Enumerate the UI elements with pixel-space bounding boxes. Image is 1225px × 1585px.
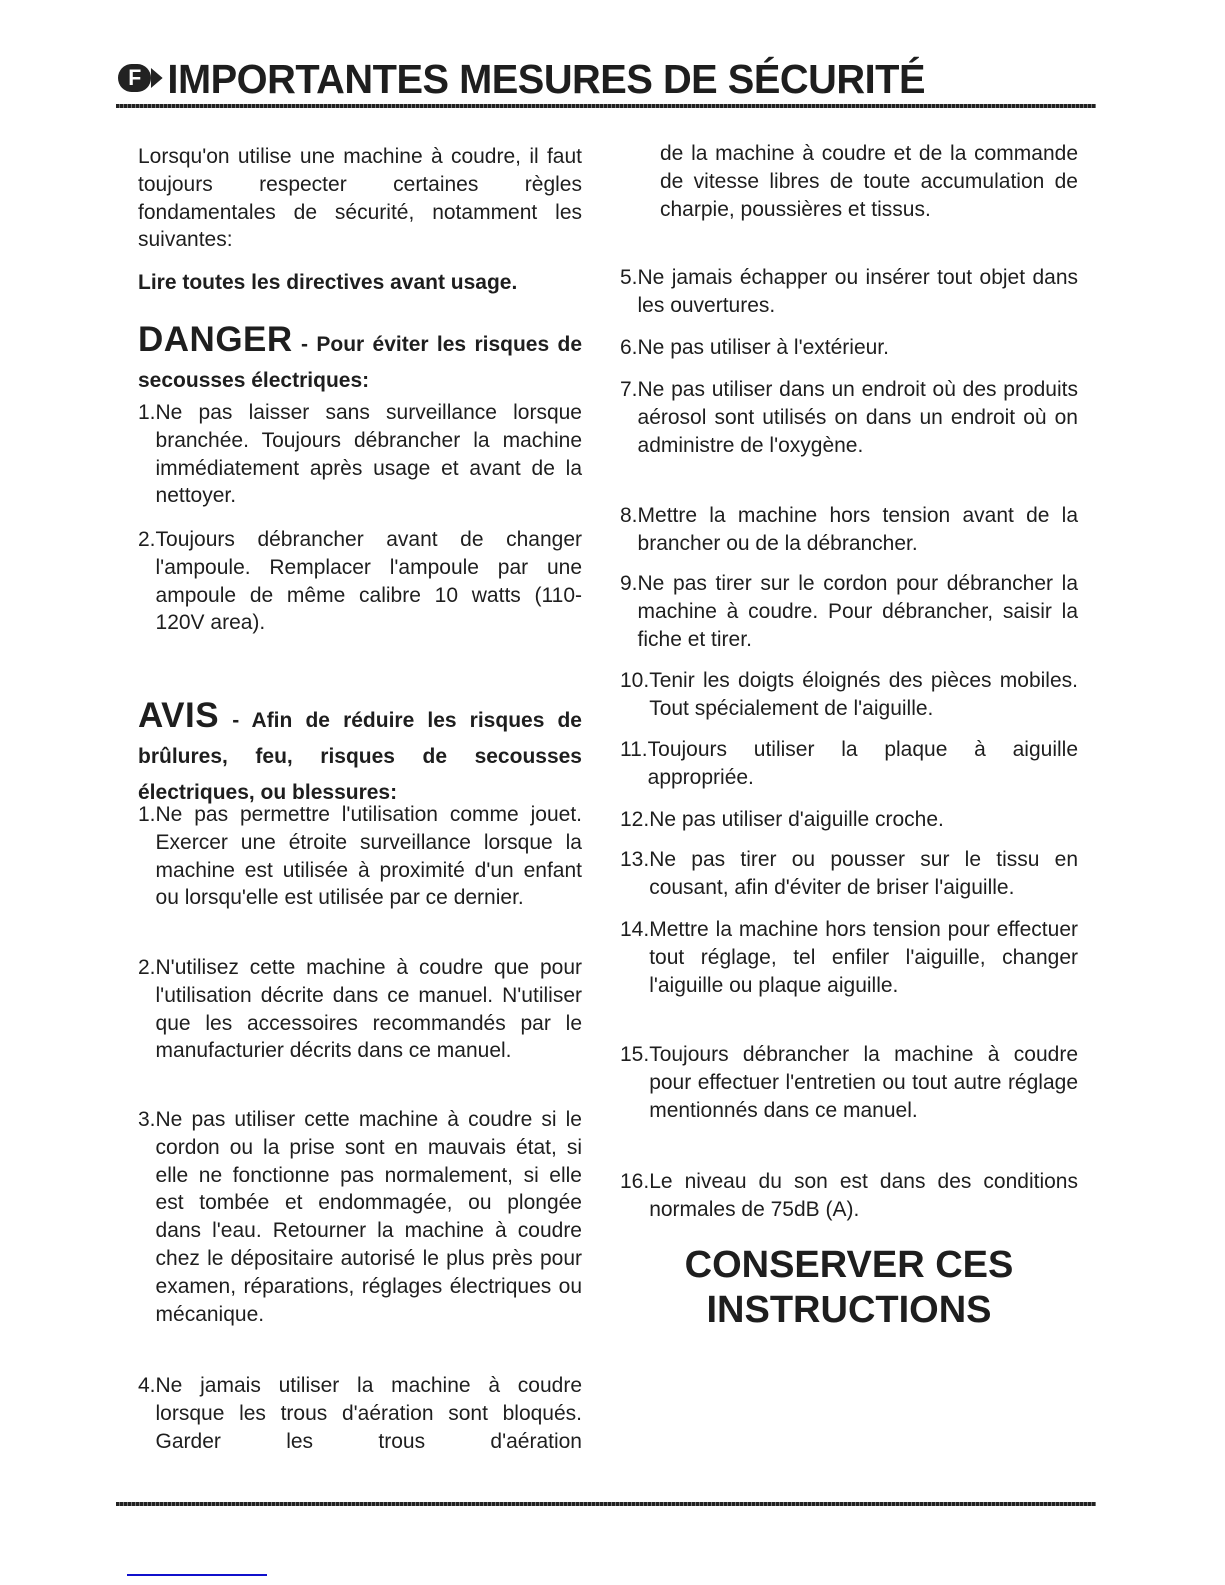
item-number: 14.	[620, 918, 650, 941]
list-item	[620, 846, 1078, 902]
item-number: 16.	[620, 1170, 650, 1193]
item-number: 2.	[138, 528, 156, 551]
item-text: Mettre la machine hors tension pour effectuer tout réglage, tel enfiler l'aiguille, changer l'aiguille ou plaque aiguille.	[649, 918, 1078, 997]
footer-rule	[116, 1502, 1096, 1506]
item-text: Tenir les doigts éloignés des pièces mobiles. Tout spécialement de l'aiguille.	[649, 669, 1078, 720]
avis-word: AVIS	[138, 696, 220, 735]
item-text: Ne pas utiliser dans un endroit où des produits aérosol sont utilisés on dans un endroit où on administre de l'oxygène.	[637, 378, 1078, 457]
item-text: Ne pas tirer ou pousser sur le tissu en cousant, afin d'éviter de briser l'aiguille.	[649, 848, 1078, 899]
intro-paragraph: Lorsqu'on utilise une machine à coudre, il faut toujours respecter certaines règles fondamentales de sécurité, notamment les suivantes:	[138, 145, 582, 252]
item-number: 8.	[620, 504, 638, 527]
avis-heading	[138, 698, 582, 811]
item-text: Ne pas laisser sans surveillance lorsque branchée. Toujours débrancher la machine immédiatement après usage et avant de la nettoyer.	[155, 401, 582, 508]
list-item	[138, 399, 582, 510]
list-item	[138, 526, 582, 637]
page-title	[118, 56, 925, 103]
list-item	[138, 954, 582, 1065]
list-item	[620, 1168, 1078, 1224]
list-item	[620, 570, 1078, 653]
list-item	[620, 264, 1078, 320]
item-number: 7.	[620, 378, 638, 401]
item-text: Ne jamais utiliser la machine à coudre lorsque les trous d'aération sont bloqués. Garder les trous d'aération	[155, 1374, 582, 1453]
list-item	[620, 334, 1078, 362]
item-number: 1.	[138, 803, 156, 826]
item-text: Toujours débrancher avant de changer l'ampoule. Remplacer l'ampoule par une ampoule de même calibre 10 watts (110-120V area).	[155, 528, 582, 635]
item-text: N'utilisez cette machine à coudre que pour l'utilisation décrite dans ce manuel. N'utiliser que les accessoires recommandés par le manufacturier décrits dans ce manuel.	[155, 956, 582, 1063]
list-item	[620, 667, 1078, 723]
avis-subtitle: - Afin de réduire les risques de brûlures, feu, risques de secousses électriques, ou blessures:	[138, 709, 582, 804]
item-number: 10.	[620, 669, 650, 692]
item-text: Toujours débrancher la machine à coudre pour effectuer l'entretien ou tout autre réglage mentionnés dans ce manuel.	[649, 1043, 1078, 1122]
item-number: 1.	[138, 401, 156, 424]
item-text: Ne jamais échapper ou insérer tout objet dans les ouvertures.	[637, 266, 1078, 317]
item-text: Ne pas utiliser à l'extérieur.	[637, 336, 889, 359]
danger-subtitle: - Pour éviter les risques de secousses électriques:	[138, 333, 582, 392]
read-all-notice: Lire toutes les directives avant usage.	[138, 271, 518, 294]
item-text: Ne pas permettre l'utilisation comme jouet. Exercer une étroite surveillance lorsque la machine est utilisée à proximité d'un enfant ou lorsqu'elle est utilisée par ce dernier.	[155, 803, 582, 910]
danger-word: DANGER	[138, 320, 293, 359]
language-badge-icon: F	[118, 64, 151, 92]
item-number: 15.	[620, 1043, 650, 1066]
conserve-line-2: INSTRUCTIONS	[706, 1289, 992, 1331]
item-text: Ne pas utiliser cette machine à coudre si le cordon ou la prise sont en mauvais état, si elle ne fonctionne pas normalement, si elle est tombée et endommagée, ou plongée dans l'eau. Retourner la machine à coudre chez le dépositaire autorisé le plus près pour examen, réparations, réglages électriques ou mécanique.	[155, 1108, 582, 1326]
conserve-instructions-heading	[620, 1243, 1078, 1333]
item-text: Ne pas tirer sur le cordon pour débrancher la machine à coudre. Pour débrancher, saisir la fiche et tirer.	[637, 572, 1078, 651]
list-item	[138, 1372, 582, 1455]
item-number: 5.	[620, 266, 638, 289]
list-item	[620, 376, 1078, 459]
item-text: Toujours utiliser la plaque à aiguille appropriée.	[647, 738, 1078, 789]
item-number: 9.	[620, 572, 638, 595]
link-underline	[127, 1574, 267, 1576]
item-number: 12.	[620, 808, 650, 831]
item-number: 4.	[138, 1374, 156, 1397]
list-item	[138, 1106, 582, 1328]
item-text: Ne pas utiliser d'aiguille croche.	[649, 808, 944, 831]
danger-heading	[138, 322, 582, 399]
list-item	[620, 806, 1078, 834]
item-number: 13.	[620, 848, 650, 871]
list-item	[620, 916, 1078, 999]
item-text: Mettre la machine hors tension avant de la brancher ou de la débrancher.	[637, 504, 1078, 555]
list-item	[138, 801, 582, 912]
title-text: IMPORTANTES MESURES DE SÉCURITÉ	[167, 56, 925, 102]
conserve-line-1: CONSERVER CES	[684, 1244, 1014, 1286]
item-number: 3.	[138, 1108, 156, 1131]
continuation-paragraph: de la machine à coudre et de la commande de vitesse libres de toute accumulation de charpie, poussières et tissus.	[660, 142, 1078, 221]
item-number: 2.	[138, 956, 156, 979]
item-text: Le niveau du son est dans des conditions normales de 75dB (A).	[649, 1170, 1078, 1221]
list-item	[620, 1041, 1078, 1124]
list-item	[620, 502, 1078, 558]
header-rule	[116, 104, 1096, 108]
item-number: 11.	[620, 738, 648, 761]
list-item	[620, 736, 1078, 792]
item-number: 6.	[620, 336, 638, 359]
